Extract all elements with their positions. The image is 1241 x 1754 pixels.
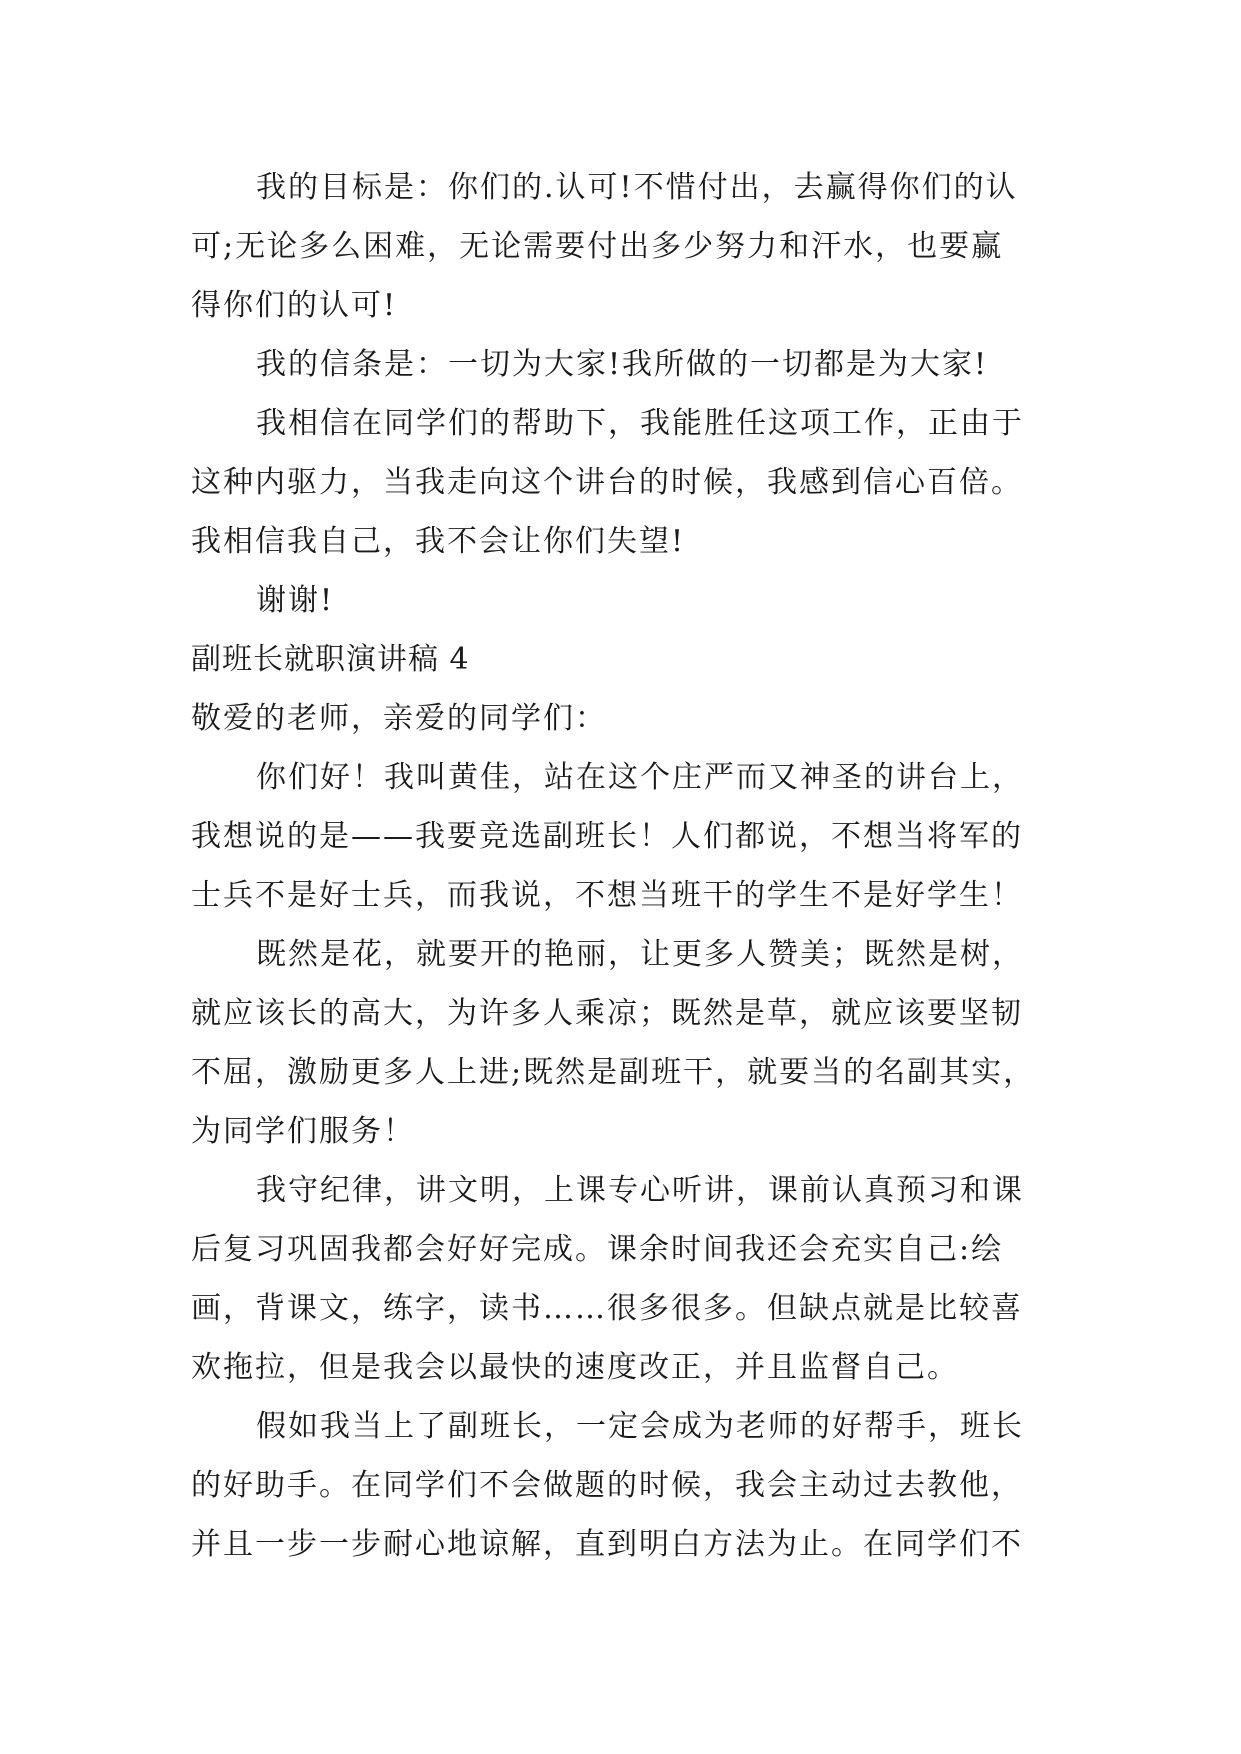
text-line: 得你们的认可! bbox=[191, 288, 398, 323]
text-line: 我的信条是：一切为大家!我所做的一切都是为大家! bbox=[256, 347, 989, 382]
text-line: 我守纪律，讲文明，上课专心听讲，课前认真预习和课 bbox=[256, 1173, 1024, 1208]
text-line: 我相信在同学们的帮助下，我能胜任这项工作，正由于 bbox=[256, 406, 1024, 441]
text-line: 你们好！我叫黄佳，站在这个庄严而又神圣的讲台上， bbox=[256, 760, 1024, 795]
text-line: 就应该长的高大，为许多人乘凉；既然是草，就应该要坚韧 bbox=[191, 996, 1023, 1031]
text-line: 不屈，激励更多人上进;既然是副班干，就要当的名副其实， bbox=[191, 1055, 1036, 1090]
text-line: 士兵不是好士兵，而我说，不想当班干的学生不是好学生！ bbox=[191, 878, 1023, 913]
section-heading: 副班长就职演讲稿 4 bbox=[191, 642, 470, 677]
text-line: 欢拖拉，但是我会以最快的速度改正，并且监督自己。 bbox=[191, 1350, 959, 1385]
text-line: 为同学们服务！ bbox=[191, 1114, 415, 1149]
text-line: 这种内驱力，当我走向这个讲台的时候，我感到信心百倍。 bbox=[191, 465, 1023, 500]
salutation: 敬爱的老师，亲爱的同学们： bbox=[191, 701, 607, 736]
text-line: 可;无论多么困难，无论需要付出多少努力和汗水，也要赢 bbox=[191, 229, 1004, 264]
text-line: 既然是花，就要开的艳丽，让更多人赞美；既然是树， bbox=[256, 937, 1024, 972]
text-line: 后复习巩固我都会好好完成。课余时间我还会充实自己:绘 bbox=[191, 1232, 1004, 1267]
text-line: 的好助手。在同学们不会做题的时候，我会主动过去教他， bbox=[191, 1468, 1023, 1503]
text-line: 并且一步一步耐心地谅解，直到明白方法为止。在同学们不 bbox=[191, 1527, 1023, 1562]
text-line: 我相信我自己，我不会让你们失望! bbox=[191, 524, 686, 559]
text-line: 假如我当上了副班长，一定会成为老师的好帮手，班长 bbox=[256, 1409, 1024, 1444]
text-line: 我想说的是——我要竞选副班长！人们都说，不想当将军的 bbox=[191, 819, 1023, 854]
document-body bbox=[191, 158, 1061, 1574]
text-line: 画，背课文，练字，读书……很多很多。但缺点就是比较喜 bbox=[191, 1291, 1023, 1326]
text-line: 谢谢! bbox=[256, 583, 335, 618]
text-line: 我的目标是：你们的.认可!不惜付出，去赢得你们的认 bbox=[256, 170, 1018, 205]
